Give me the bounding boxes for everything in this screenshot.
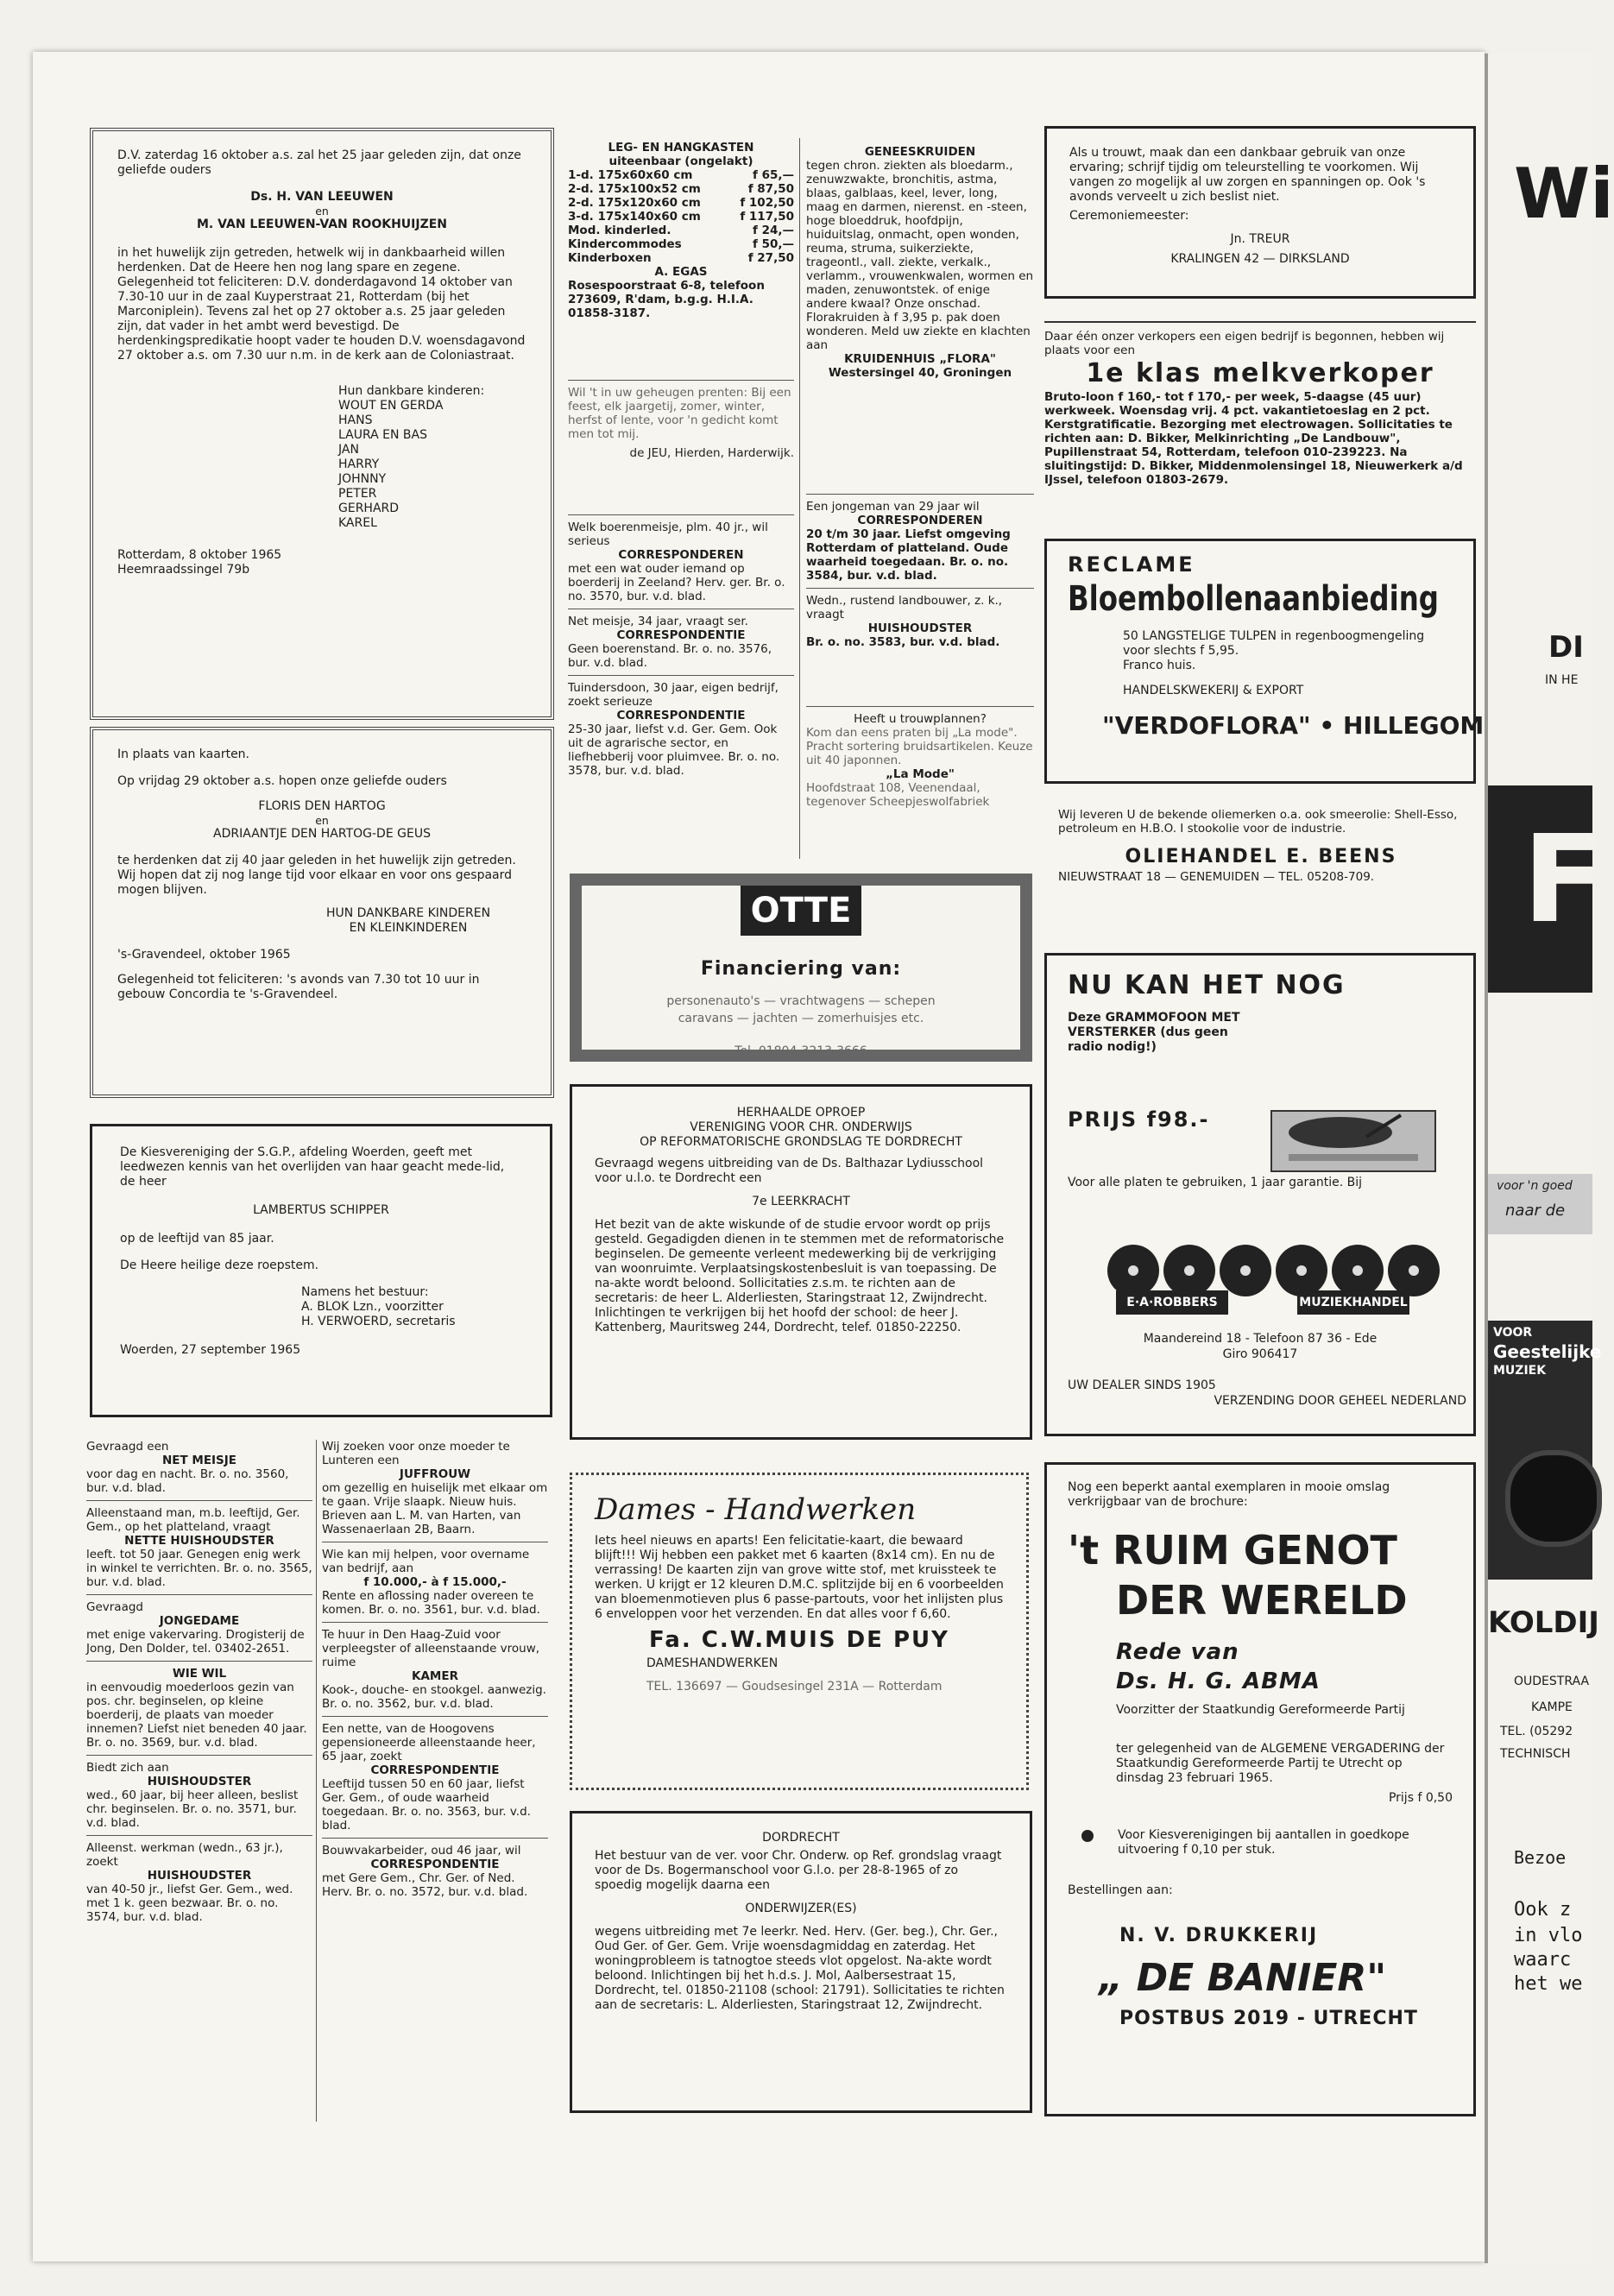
ad-name1: FLORIS DEN HARTOG	[258, 799, 386, 813]
obit-board-title: Namens het bestuur:	[301, 1285, 429, 1299]
bloembollen-line2: voor slechts f 5,95.	[1123, 644, 1239, 658]
kasten-title: LEG- EN HANGKASTEN	[608, 141, 754, 155]
ad-name2: ADRIAANTJE DEN HARTOG-DE GEUS	[213, 827, 431, 841]
classified-title: NET MEISJE	[161, 1454, 237, 1467]
robbers-giro: Giro 906417	[1222, 1347, 1298, 1361]
dejeu-text: Wil 't in uw geheugen prenten: Bij een feest, elk jaargetij, zomer, winter, herfst of lente, voor 'n gedicht komt men tot mij.	[568, 386, 791, 441]
classified-text: leeft. tot 50 jaar. Genegen enig werk in winkel te verrichten. Br. o. no. 3565, bur. v.d. blad.	[86, 1548, 312, 1589]
dordrecht-h1: DORDRECHT	[762, 1831, 840, 1845]
robbers-brand-right: MUZIEKHANDEL	[1297, 1290, 1409, 1315]
next-koldij: KOLDIJ	[1488, 1605, 1599, 1640]
treur-name: Jn. TREUR	[1230, 232, 1290, 246]
robbers-brand-left: E·A·ROBBERS	[1116, 1290, 1228, 1315]
child-0: WOUT EN GERDA	[338, 399, 444, 413]
obit-body: De Kiesvereniging der S.G.P., afdeling Woerden, geeft met leedwezen kennis van het overlijden van haar geacht mede-lid, de heer	[120, 1145, 505, 1189]
ad-anniversary-vanleeuwen	[90, 128, 554, 720]
kasten-item: 2-d. 175x100x52 cm	[568, 182, 701, 196]
ad-dordrecht	[570, 1811, 1032, 2113]
classified-title: CORRESPONDEREN	[857, 514, 983, 527]
ad-kasten	[568, 141, 794, 365]
dordrecht-intro: Het bestuur van de ver. voor Chr. Onderw. op Ref. grondslag vraagt voor de Ds. Bogermanschool voor G.l.o. per 28-8-1965 of zo spoedig mogelijk daarna een	[595, 1849, 1002, 1892]
classified-title: HUISHOUDSTER	[147, 1869, 252, 1883]
banier-company: N. V. DRUKKERIJ	[1119, 1925, 1319, 1946]
kasten-item: 3-d. 175x140x60 cm	[568, 210, 701, 224]
school-role: 7e LEERKRACHT	[752, 1195, 850, 1208]
banier-title2: DER WERELD	[1116, 1577, 1408, 1624]
banier-sub1: Rede van	[1116, 1639, 1239, 1665]
classified-title: HUISHOUDSTER	[867, 621, 973, 635]
ad-en: en	[315, 205, 329, 218]
kasten-price: f 102,50	[740, 196, 794, 210]
classified	[322, 1548, 548, 1617]
classified-title: WIE WIL	[172, 1667, 227, 1681]
classified	[86, 1506, 312, 1589]
ad-line2: Op vrijdag 29 oktober a.s. hopen onze geliefde ouders	[117, 774, 447, 788]
school-body: Het bezit van de akte wiskunde of de studie ervoor wordt op prijs gesteld. Gegadigden dienen in te stemmen met de reformatorische beginselen. De gemeente verleent medewerking bij de verkrijging van woonruimte. Verplaatsingskostenbesluit is van toepassing. De na-akte wordt beloond. Sollicitaties z.s.m. te richten aan de secretaris: de heer L. Alderliesten, Staringstraat 12, Zwijndrecht. Inlichtingen te verkrijgen bij het hoofd der school: de heer J. Kattenberg, Mauritsweg 244, Dordrecht, telef. 01850-22250.	[595, 1218, 1005, 1334]
banier-intro: Nog een beperkt aantal exemplaren in mooie omslag verkrijgbaar van de brochure:	[1068, 1480, 1390, 1509]
bloembollen-firm: HANDELSKWEKERIJ & EXPORT	[1123, 684, 1304, 697]
dames-body: Iets heel nieuws en aparts! Een felicitatie-kaart, die bewaard blijft!!! Wij hebben een pakket met 6 kaarten (8x14 cm). En nu de verrassing! De kaarten zijn van grove witte stof, met kruissteek te werken. U krijgt er 12 kleuren D.M.C. splitzijde bij en 6 voorbeelden van bloemenmotieven plus 6 passe-partouts, voor het inlijsten plus 6 enveloppen voor het verzenden. En dat alles voor f 6,60.	[595, 1534, 1004, 1621]
classified-pre: Tuindersdoon, 30 jaar, eigen bedrijf, zoekt serieuze	[568, 681, 779, 709]
next-di: DI	[1548, 630, 1584, 665]
treur-label: Ceremoniemeester:	[1069, 209, 1189, 223]
obit-age: op de leeftijd van 85 jaar.	[120, 1232, 274, 1246]
classified-pre: Bouwvakarbeider, oud 46 jaar, wil	[322, 1844, 521, 1858]
classified-title: JUFFROUW	[399, 1467, 471, 1481]
next-naarde: naar de	[1505, 1202, 1566, 1220]
bullet-icon	[1081, 1830, 1094, 1842]
classified-text: in eenvoudig moederloos gezin van pos. chr. beginselen, op kleine boerderij, de plaats van moeder innemen? Liefst niet beneden 40 jaar. Br. o. no. 3569, bur. v.d. blad.	[86, 1681, 307, 1750]
address: Heemraadssingel 79b	[117, 563, 250, 577]
robbers-address: Maandereind 18 - Telefoon 87 36 - Ede	[1143, 1332, 1378, 1346]
dordrecht-role: ONDERWIJZER(ES)	[745, 1902, 857, 1915]
classified	[322, 1722, 548, 1832]
kasten-item: 2-d. 175x120x60 cm	[568, 196, 701, 210]
kasten-price: f 24,—	[753, 224, 794, 237]
classified	[322, 1440, 548, 1536]
classified	[322, 1628, 548, 1711]
classified-text: 20 t/m 30 jaar. Liefst omgeving Rotterdam of platteland. Oude waarheid toegedaan. Br. o. no. 3584, bur. v.d. blad.	[806, 527, 1011, 583]
classified-pre: Een jongeman van 29 jaar wil	[806, 500, 980, 514]
next-kampe: KAMPE	[1531, 1700, 1573, 1714]
school-h2: VERENIGING VOOR CHR. ONDERWIJS	[690, 1120, 912, 1134]
classified-title: f 10.000,- à f 15.000,-	[363, 1575, 507, 1589]
school-intro: Gevraagd wegens uitbreiding van de Ds. Balthazar Lydiusschool voor u.l.o. te Dordrecht een	[595, 1157, 984, 1185]
place: 's-Gravendeel, oktober 1965	[117, 948, 291, 962]
obit-verse: De Heere heilige deze roepstem.	[120, 1258, 319, 1272]
next-muziek: MUZIEK	[1493, 1364, 1547, 1378]
classified-title: JONGEDAME	[159, 1614, 240, 1628]
next-oudestra: OUDESTRAA	[1514, 1675, 1590, 1688]
classified-text: voor dag en nacht. Br. o. no. 3560, bur. v.d. blad.	[86, 1467, 289, 1495]
classifieds-left	[86, 1440, 312, 2122]
obit-place-date: Woerden, 27 september 1965	[120, 1343, 301, 1357]
dames-tel: TEL. 136697 — Goudsesingel 231A — Rotterdam	[646, 1680, 943, 1694]
dames-sub: DAMESHANDWERKEN	[646, 1656, 779, 1670]
melk-body: Bruto-loon f 160,- tot f 170,- per week, 5-daagse (45 uur) werkweek. Woensdag vrij. 4 pct. vakantietoeslag en 2 pct. Kerstgratificatie. Bezorging met electrowagen. Sollicitaties te richten aan: D. Bikker, Melkinrichting „De Landbouw", Pupillenstraat 54, Rotterdam, telefoon 010-239223. Na sluitingstijd: D. Bikker, Middenmolensingel 18, Nieuwerkerk a/d IJssel, telefoon 01803-2679.	[1044, 390, 1463, 487]
next-geestelijke: Geestelijke	[1493, 1341, 1602, 1362]
banier-title1: 't RUIM GENOT	[1068, 1527, 1397, 1574]
classified-pre: Alleenst. werkman (wedn., 63 jr.), zoekt	[86, 1841, 283, 1869]
bloembollen-label: RECLAME	[1068, 552, 1195, 577]
next-inhe: IN HE	[1545, 673, 1579, 687]
otte-line1: personenauto's — vrachtwagens — schepen	[666, 994, 936, 1008]
child-4: HARRY	[338, 457, 380, 471]
classified-text: Geen boerenstand. Br. o. no. 3576, bur. v.d. blad.	[568, 642, 772, 670]
kruiden-title: GENEESKRUIDEN	[864, 145, 976, 159]
banier-order: Bestellingen aan:	[1068, 1883, 1173, 1897]
ad-robbers	[1044, 953, 1476, 1436]
classified	[86, 1667, 312, 1750]
child-5: JOHNNY	[338, 472, 387, 486]
otte-logo: OTTE	[741, 886, 861, 936]
ad-en: en	[315, 814, 329, 827]
dames-title: Dames - Handwerken	[595, 1492, 917, 1527]
classified-title: NETTE HUISHOUDSTER	[124, 1534, 274, 1548]
child-3: JAN	[338, 443, 359, 457]
banier-bullet: Voor Kiesverenigingen bij aantallen in goedkope uitvoering f 0,10 per stuk.	[1118, 1828, 1409, 1857]
classified-title: KAMER	[412, 1669, 458, 1683]
classifieds-col4	[806, 494, 1034, 692]
olie-name: OLIEHANDEL E. BEENS	[1125, 846, 1397, 867]
bloembollen-line1: 50 LANGSTELIGE TULPEN in regenboogmengeling	[1123, 629, 1425, 643]
kruiden-body: tegen chron. ziekten als bloedarm., zenuwzwakte, bronchitis, astma, blaas, galblaas, keel, lever, long, maag en darmen, nierenst. en -steen, hoge bloeddruk, hoofdpijn, huiduitslag, onmacht, open wonden, reuma, struma, suikerziekte, trageontl., vall. ziekte, verkalk., verlamm., vrouwenkwalen, wormen en maden, zenuwontstek. of enige andere kwaal? Onze onschad. Florakruiden à f 3,95 p. pak doen wonderen. Meld uw ziekte en klachten aan	[806, 159, 1034, 352]
next-f: F	[1523, 810, 1605, 950]
classified-title: CORRESPONDENTIE	[616, 628, 746, 642]
ad-banier	[1044, 1462, 1476, 2116]
ad-treur	[1044, 126, 1476, 299]
obit-board2: H. VERWOERD, secretaris	[301, 1315, 456, 1328]
classified	[86, 1841, 312, 1924]
dordrecht-body: wegens uitbreiding met 7e leerkr. Ned. Herv. (Ger. beg.), Chr. Ger., Oud Ger. of Ger. Gem. Vrije woensdagmiddag en zaterdag. Het woningprobleem is tatnogtoe steeds vlot opgelost. Na-akte wordt beloond. Inlichtingen bij het h.d.s. J. Mol, Aalbersestraat 15, Dordrecht, tel. 01850-21108 (school: 21791). Sollicitaties te richten aan de secretaris: L. Alderliesten, Staringstraat 12, Zwijndrecht.	[595, 1925, 1005, 2012]
treur-address: KRALINGEN 42 — DIRKSLAND	[1170, 252, 1350, 266]
gramophone-icon	[1263, 1085, 1444, 1180]
olie-address: NIEUWSTRAAT 18 — GENEMUIDEN — TEL. 05208-709.	[1058, 870, 1375, 884]
kasten-price: f 87,50	[747, 182, 794, 196]
bloembollen-name: "VERDOFLORA" • HILLEGOM	[1102, 711, 1485, 740]
classified-pre: Welk boerenmeisje, plm. 40 jr., wil serieus	[568, 520, 768, 548]
melk-intro: Daar één onzer verkopers een eigen bedrijf is begonnen, hebben wij plaats voor een	[1044, 330, 1445, 357]
ad-dejeu	[568, 380, 794, 509]
children-title: Hun dankbare kinderen:	[338, 384, 485, 398]
otte-title: Financiering van:	[700, 958, 902, 980]
classified-text: Rente en aflossing nader overeen te komen. Br. o. no. 3561, bur. v.d. blad.	[322, 1589, 540, 1617]
ad-olie	[1058, 808, 1464, 937]
olie-body: Wij leveren U de bekende oliemerken o.a. ook smeerolie: Shell-Esso, petroleum en H.B.O. I stookolie voor de industrie.	[1058, 808, 1458, 836]
classified-pre: Wie kan mij helpen, voor overname van bedrijf, aan	[322, 1548, 530, 1575]
next-voor: VOOR	[1493, 1326, 1533, 1340]
lamode-title: Heeft u trouwplannen?	[854, 712, 987, 726]
kruiden-name: KRUIDENHUIS „FLORA"	[844, 352, 996, 366]
ad-melk	[1044, 321, 1476, 520]
classified	[86, 1761, 312, 1830]
robbers-title: NU KAN HET NOG	[1068, 970, 1346, 1000]
kasten-price: f 50,—	[753, 237, 794, 251]
banier-role: Voorzitter der Staatkundig Gereformeerde Partij	[1116, 1703, 1405, 1717]
banier-held: ter gelegenheid van de ALGEMENE VERGADERING der Staatkundig Gereformeerde Partij te Utrecht op dinsdag 23 februari 1965.	[1116, 1742, 1445, 1785]
robbers-dealer: UW DEALER SINDS 1905	[1068, 1378, 1216, 1392]
ad-name2: M. VAN LEEUWEN-VAN ROOKHUIJZEN	[196, 218, 448, 231]
kasten-price: f 117,50	[740, 210, 794, 224]
obit-name: LAMBERTUS SCHIPPER	[253, 1203, 389, 1217]
classified	[86, 1600, 312, 1656]
banier-box: POSTBUS 2019 - UTRECHT	[1119, 2008, 1418, 2029]
classified-pre: Biedt zich aan	[86, 1761, 169, 1775]
next-bezoe: Bezoe	[1514, 1847, 1567, 1868]
lamode-name: „La Mode"	[886, 767, 955, 781]
ad-otte	[570, 874, 1032, 1062]
ad-bloembollen	[1044, 539, 1485, 784]
classified-pre: Gevraagd	[86, 1600, 143, 1614]
otte-phone: Tel. 01804-3213-3666	[734, 1044, 867, 1058]
next-invlo: in vlo	[1514, 1925, 1583, 1946]
classifieds-col3	[568, 514, 794, 860]
child-7: GERHARD	[338, 501, 400, 515]
next-voorngoed: voor 'n goed	[1497, 1179, 1573, 1193]
classified-text: Br. o. no. 3583, bur. v.d. blad.	[806, 635, 1000, 649]
lamode-address: Hoofdstraat 108, Veenendaal, tegenover Scheepjeswolfabriek	[806, 781, 990, 809]
banier-price: Prijs f 0,50	[1388, 1791, 1453, 1805]
kasten-item: Kindercommodes	[568, 237, 682, 251]
classified	[322, 1844, 548, 1899]
ad-dames	[570, 1473, 1029, 1790]
classified-text: om gezellig en huiselijk met elkaar om te gaan. Vrije slaapk. Nieuw huis. Brieven aan L. M. van Harten, van Wassenaerlaan 2B, Baarn.	[322, 1481, 548, 1536]
robbers-ship: VERZENDING DOOR GEHEEL NEDERLAND	[1214, 1394, 1466, 1408]
ad-body: te herdenken dat zij 40 jaar geleden in het huwelijk zijn getreden. Wij hopen dat zij nog lange tijd voor elkaar en voor ons gespaard mogen blijven.	[117, 854, 516, 897]
classified-pre: Een nette, van de Hoogovens gepensioneerde alleenstaande heer, 65 jaar, zoekt	[322, 1722, 536, 1763]
next-technisch: TECHNISCH	[1500, 1747, 1571, 1761]
kasten-name: A. EGAS	[654, 265, 708, 279]
classified-title: HUISHOUDSTER	[147, 1775, 252, 1788]
classified-text: Kook-, douche- en stookgel. aanwezig. Br. o. no. 3562, bur. v.d. blad.	[322, 1683, 546, 1711]
bloembollen-title: Bloembollenaanbieding	[1068, 579, 1439, 619]
kasten-price: f 27,50	[747, 251, 794, 265]
classified-pre: Te huur in Den Haag-Zuid voor verpleegster of alleenstaande vrouw, ruime	[322, 1628, 540, 1669]
classified-text: met enige vakervaring. Drogisterij de Jong, Den Dolder, tel. 03402-2651.	[86, 1628, 305, 1656]
dejeu-sign: de JEU, Hierden, Harderwijk.	[629, 446, 794, 460]
ad-intro: D.V. zaterdag 16 oktober a.s. zal het 25 jaar geleden zijn, dat onze geliefde ouders	[117, 148, 521, 177]
kasten-item: Kinderboxen	[568, 251, 652, 265]
kasten-address: Rosespoorstraat 6-8, telefoon 273609, R'dam, b.g.g. H.I.A. 01858-3187.	[568, 279, 765, 320]
banier-sub2: Ds. H. G. ABMA	[1116, 1668, 1321, 1694]
classified-pre: Net meisje, 34 jaar, vraagt ser.	[568, 615, 748, 628]
next-page-fragments	[1488, 121, 1614, 2261]
next-hetwe: het we	[1514, 1973, 1583, 1995]
melk-title: 1e klas melkverkoper	[1086, 358, 1434, 388]
bloembollen-line3: Franco huis.	[1123, 659, 1196, 672]
robbers-price: PRIJS f98.-	[1068, 1107, 1210, 1132]
robbers-note: Voor alle platen te gebruiken, 1 jaar garantie. Bij	[1068, 1176, 1363, 1189]
treur-body: Als u trouwt, maak dan een dankbaar gebruik van onze ervaring; schrijf tijdig om teleurstelling te voorkomen. Wij vangen zo mogelijk al uw zorgen en spanningen op. Ook 's avonds verveelt u zich beslist niet.	[1069, 146, 1426, 204]
signoff1: HUN DANKBARE KINDEREN	[325, 906, 491, 920]
ad-lamode	[806, 706, 1034, 861]
banier-name: „ DE BANIER"	[1099, 1956, 1387, 2000]
classified-text: Leeftijd tussen 50 en 60 jaar, liefst Ger. Gem., of oude waarheid toegedaan. Br. o. no. 3563, bur. v.d. blad.	[322, 1777, 531, 1832]
classified-pre: Alleenstaand man, m.b. leeftijd, Ger. Gem., op het platteland, vraagt	[86, 1506, 300, 1534]
ad-kruiden	[806, 145, 1034, 473]
classifieds-mid	[322, 1440, 548, 2122]
ad-obituary	[90, 1124, 552, 1417]
next-waarc: waarc	[1514, 1949, 1572, 1971]
classified-title: CORRESPONDENTIE	[616, 709, 746, 722]
otte-line2: caravans — jachten — zomerhuisjes etc.	[678, 1012, 924, 1025]
signoff2: EN KLEINKINDEREN	[349, 921, 468, 935]
kasten-price: f 65,—	[753, 168, 794, 182]
kasten-subtitle: uiteenbaar (ongelakt)	[608, 155, 753, 168]
ad-anniversary-denhartog	[90, 727, 554, 1098]
ad-line1: In plaats van kaarten.	[117, 747, 250, 761]
robbers-body: Deze GRAMMOFOON MET VERSTERKER (dus geen radio nodig!)	[1068, 1011, 1240, 1054]
classified	[86, 1440, 312, 1495]
ad-body: in het huwelijk zijn getreden, hetwelk wij in dankbaarheid willen herdenken. Dat de Heere hen nog lang spare en zegene. Gelegenheid tot feliciteren: D.V. donderdagavond 14 oktober van 7.30-10 uur in de zaal Kuyperstraat 21, Rotterdam (bij het Marconiplein). Tevens zal het op 27 oktober a.s. 25 jaar geleden zijn, dat vader in het ambt werd bevestigd. De herdenkingspredikatie hoopt vader te houden D.V. woensdagavond 27 oktober a.s. om 7.30 uur n.m. in de kerk aan de Coloniastraat.	[117, 246, 526, 363]
kruiden-address: Westersingel 40, Groningen	[828, 366, 1012, 380]
child-1: HANS	[338, 413, 373, 427]
lamode-body: Kom dan eens praten bij „La mode". Pracht sortering bruidsartikelen. Keuze uit 40 japonnen.	[806, 726, 1033, 767]
classified-title: CORRESPONDENTIE	[370, 1763, 500, 1777]
classified-pre: Wij zoeken voor onze moeder te Lunteren een	[322, 1440, 510, 1467]
classified-text: wed., 60 jaar, bij heer alleen, beslist chr. beginselen. Br. o. no. 3571, bur. v.d. blad.	[86, 1788, 299, 1830]
classified-text: 25-30 jaar, liefst v.d. Ger. Gem. Ook uit de agrarische sector, en liefhebberij voor pluimvee. Br. o. no. 3578, bur. v.d. blad.	[568, 722, 780, 778]
classified-title: CORRESPONDEREN	[618, 548, 744, 562]
kasten-item: Mod. kinderled.	[568, 224, 671, 237]
school-h1: HERHAALDE OPROEP	[736, 1106, 866, 1120]
child-2: LAURA EN BAS	[338, 428, 427, 442]
kasten-item: 1-d. 175x60x60 cm	[568, 168, 693, 182]
classified-text: met een wat ouder iemand op boerderij in Zeeland? Herv. ger. Br. o. no. 3570, bur. v.d. blad.	[568, 562, 785, 603]
classified-text: met Gere Gem., Chr. Ger. of Ned. Herv. Br. o. no. 3572, bur. v.d. blad.	[322, 1871, 528, 1899]
next-ook: Ook z	[1514, 1899, 1572, 1921]
classified-title: CORRESPONDENTIE	[370, 1858, 500, 1871]
place-date: Rotterdam, 8 oktober 1965	[117, 548, 282, 562]
child-8: KAREL	[338, 516, 377, 530]
child-6: PETER	[338, 487, 377, 501]
classified-text: van 40-50 jr., liefst Ger. Gem., wed. met 1 k. geen bezwaar. Br. o. no. 3574, bur. v.d. blad.	[86, 1883, 293, 1924]
next-record-icon	[1505, 1450, 1602, 1547]
classified-pre: Gevraagd een	[86, 1440, 169, 1454]
next-tel: TEL. (05292	[1500, 1725, 1573, 1738]
school-h3: OP REFORMATORISCHE GRONDSLAG TE DORDRECHT	[640, 1135, 962, 1149]
next-w: Wi	[1514, 154, 1614, 234]
obit-board1: A. BLOK Lzn., voorzitter	[301, 1300, 444, 1314]
ad-name1: Ds. H. VAN LEEUWEN	[250, 190, 394, 204]
classified-pre: Wedn., rustend landbouwer, z. k., vraagt	[806, 594, 1003, 621]
ad-school	[570, 1084, 1032, 1440]
congrats: Gelegenheid tot feliciteren: 's avonds van 7.30 tot 10 uur in gebouw Concordia te 's-Gravendeel.	[117, 973, 480, 1001]
dames-name: Fa. C.W.MUIS DE PUY	[649, 1627, 949, 1653]
